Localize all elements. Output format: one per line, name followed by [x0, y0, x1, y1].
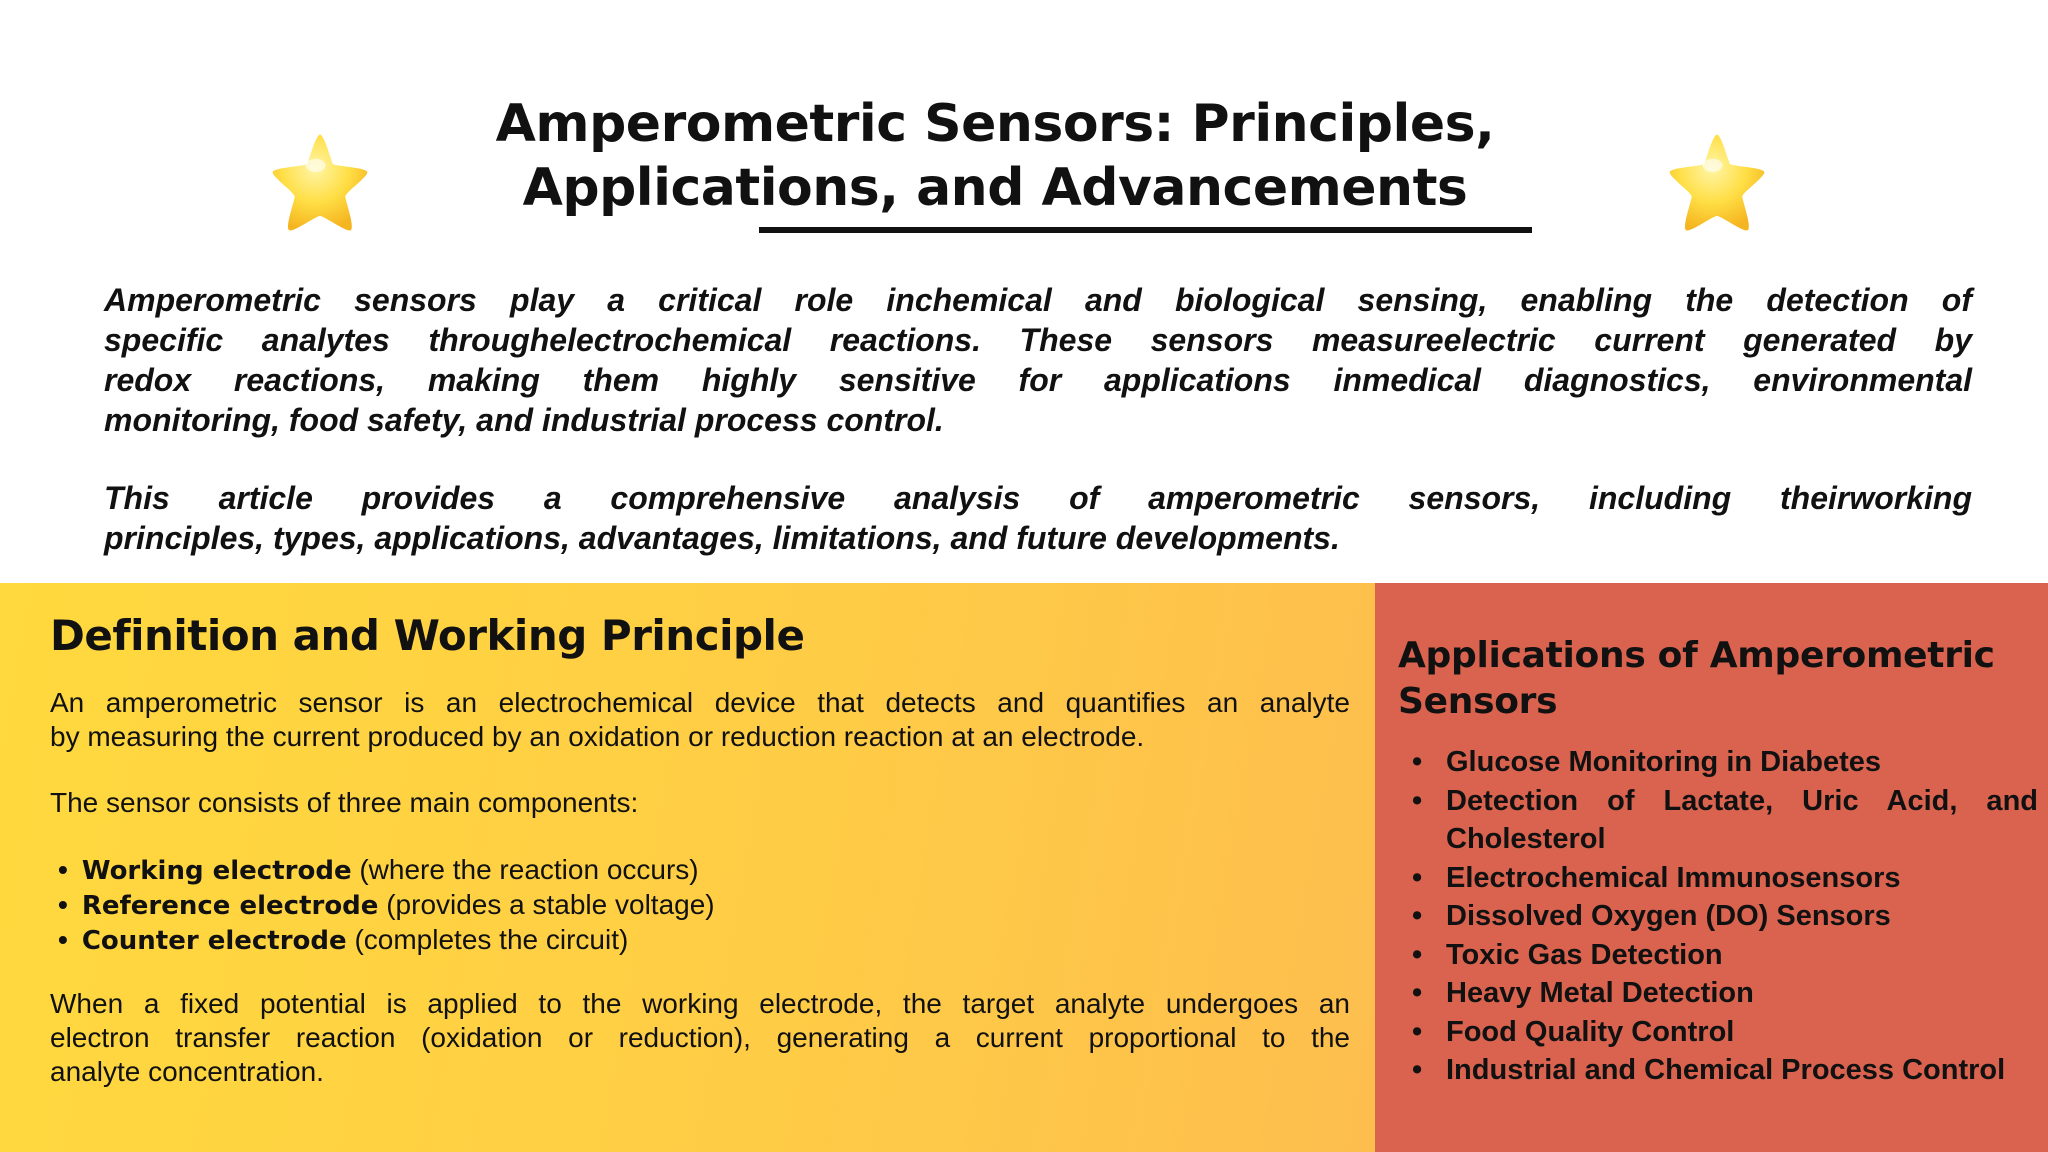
- list-item: • Heavy Metal Detection: [1408, 974, 2038, 1013]
- list-item: [58, 923, 715, 958]
- page-title: [440, 92, 1550, 220]
- component-name: Working electrode: [81, 856, 352, 886]
- component-desc: (where the reaction occurs): [351, 854, 699, 885]
- intro-line: principles, types, applications, advantages, limitations, and future developments.: [104, 520, 1340, 556]
- components-intro: The sensor consists of three main components:: [50, 787, 639, 818]
- list-item: [58, 888, 715, 923]
- intro-line: specific analytes throughelectrochemical reactions. These sensors measureelectric current generated by: [104, 322, 1972, 358]
- components-list: [58, 853, 715, 958]
- text-line: by measuring the current produced by an oxidation or reduction reaction at an electrode.: [50, 721, 1145, 752]
- text-line: When a fixed potential is applied to the working electrode, the target analyte undergoes an: [50, 988, 1350, 1019]
- applications-heading: Applications of Amperometric Sensors: [1398, 635, 1995, 722]
- text-line: analyte concentration.: [50, 1056, 324, 1087]
- definition-heading: Definition and Working Principle: [50, 611, 805, 660]
- working-paragraph: [50, 987, 1350, 1089]
- star-icon: [265, 128, 375, 238]
- component-desc: (provides a stable voltage): [378, 889, 715, 920]
- title-underline: [759, 227, 1532, 233]
- definition-paragraph: [50, 686, 1350, 754]
- intro-line: This article provides a comprehensive analysis of amperometric sensors, including theirworking: [104, 480, 1972, 516]
- component-name: Counter electrode: [81, 926, 347, 956]
- text-line: electron transfer reaction (oxidation or reduction), generating a current proportional to the: [50, 1022, 1350, 1053]
- list-item: • Food Quality Control: [1408, 1013, 2038, 1052]
- list-item: • Glucose Monitoring in Diabetes: [1408, 743, 2038, 782]
- applications-panel: [1375, 583, 2048, 1152]
- intro-line: Amperometric sensors play a critical role inchemical and biological sensing, enabling the detection of: [104, 282, 1972, 318]
- list-item: • Toxic Gas Detection: [1408, 936, 2038, 975]
- intro-line: monitoring, food safety, and industrial process control.: [104, 402, 944, 438]
- list-item: • Industrial and Chemical Process Control: [1408, 1051, 2038, 1090]
- star-icon: [1662, 128, 1772, 238]
- definition-panel: [0, 583, 1375, 1152]
- applications-list: [1408, 743, 2038, 1090]
- list-item: • Electrochemical Immunosensors: [1408, 859, 2038, 898]
- title-line-1: Amperometric Sensors: Principles,: [495, 94, 1495, 154]
- intro-line: redox reactions, making them highly sensitive for applications inmedical diagnostics, environmental: [104, 362, 1972, 398]
- intro-paragraph-2: [104, 478, 1972, 558]
- list-item: • Dissolved Oxygen (DO) Sensors: [1408, 897, 2038, 936]
- list-item: • Detection of Lactate, Uric Acid, and Cholesterol: [1408, 782, 2038, 859]
- list-item: [58, 853, 715, 888]
- component-desc: (completes the circuit): [346, 924, 629, 955]
- title-line-2: Applications, and Advancements: [522, 158, 1468, 218]
- component-name: Reference electrode: [81, 891, 379, 921]
- intro-paragraph-1: [104, 280, 1972, 440]
- text-line: An amperometric sensor is an electrochemical device that detects and quantifies an analyte: [50, 687, 1350, 718]
